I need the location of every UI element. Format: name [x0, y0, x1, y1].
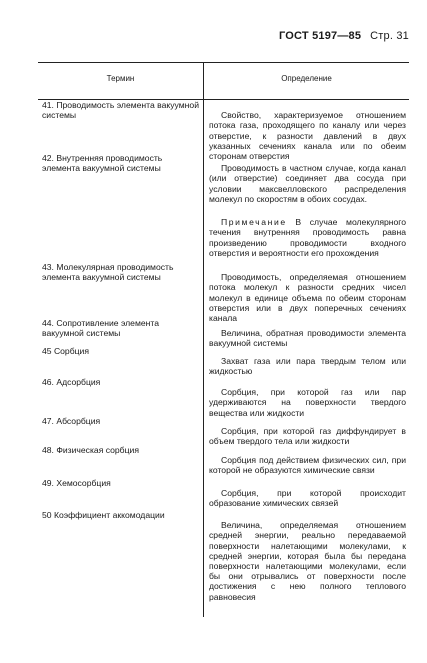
note-label: Примечание — [221, 217, 287, 228]
definition-text: Сорбция под действием физических сил, при которой не образуются химические связи — [209, 455, 406, 476]
term-47: 47. Абсорбция — [42, 416, 101, 426]
term-50: 50 Коэффициент аккомодации — [42, 510, 165, 520]
definition-text: Сорбция, при которой газ диффундирует в объем твердого тела или жидкости — [209, 426, 406, 447]
page-header — [279, 30, 409, 42]
term-49: 49. Хемосорбция — [42, 478, 111, 488]
definition-text: Сорбция, при которой газ или пар удерживаются на поверхности твердого вещества или жидкости — [209, 387, 406, 418]
definition-50 — [209, 510, 406, 612]
term-43: 43. Молекулярная проводимость элемента вакуумной системы — [42, 262, 174, 283]
page-number: Стр. 31 — [370, 30, 409, 42]
definition-text: Захват газа или пара твердым телом или жидкостью — [209, 356, 406, 377]
definition-text: Свойство, характеризуемое отношением потока газа, проходящего по каналу или через отверстие, к разности давлений в двух указанных сечениях канала или по обеим сторонам отверстия — [209, 110, 406, 162]
term-41: 41. Проводимость элемента вакуумной системы — [42, 100, 199, 121]
definition-text: Сорбция, при которой происходит образование химических связей — [209, 488, 406, 509]
standard-number: ГОСТ 5197—85 — [278, 30, 362, 42]
definition-text: Величина, обратная проводимости элемента вакуумной системы — [209, 328, 406, 349]
term-45: 45 Сорбция — [42, 346, 90, 356]
definition-text: Величина, определяемая отношением средней энергии, реально передаваемой поверхности налетающими молекулами, к средней энергии, которая была бы передана поверхности налетающими молекулами, если бы они отрывались от поверхности после достижения с нею полного теплового равновесия — [209, 520, 406, 602]
column-header-term: Термин — [106, 74, 135, 83]
note-text: В случае молекулярного течения внутренняя проводимость равна произведению проводимости входного отверстия и вероятности его прохождения — [209, 217, 406, 258]
term-44: 44. Сопротивление элемента вакуумной системы — [42, 318, 159, 339]
term-46: 46. Адсорбция — [42, 377, 101, 387]
term-42: 42. Внутренняя проводимость элемента вакуумной системы — [42, 153, 163, 174]
definition-text: Проводимость в частном случае, когда канал (или отверстие) соединяет два сосуда при условии максвелловского распределения молекул по скоростям в обоих сосудах. — [209, 163, 406, 204]
column-divider — [203, 62, 204, 617]
term-48: 48. Физическая сорбция — [42, 445, 139, 455]
definition-42 — [209, 153, 406, 268]
column-header-definition: Определение — [281, 74, 332, 83]
definition-text: Проводимость, определяемая отношением потока молекул к разности средних чисел молекул в единице объема по обеим сторонам отверстия или в двух поперечных сечениях канала — [209, 272, 406, 324]
note — [209, 217, 406, 258]
